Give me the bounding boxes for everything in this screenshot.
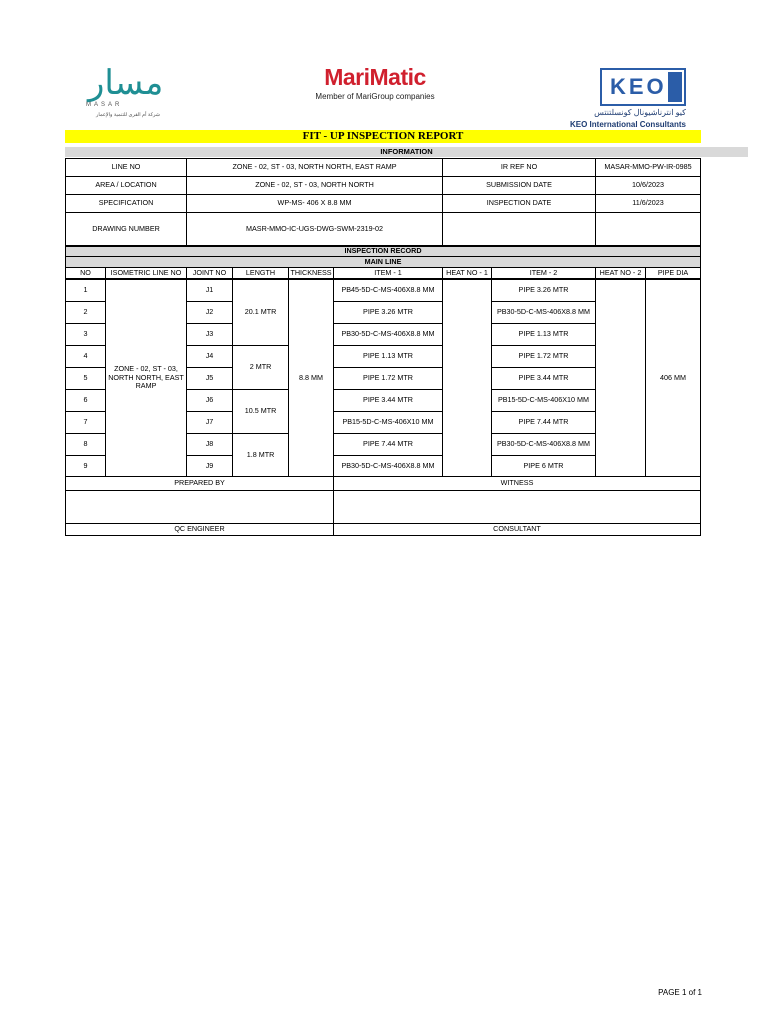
column-header: ITEM - 1	[333, 267, 443, 279]
row-item-2: PIPE 7.44 MTR	[491, 411, 596, 434]
row-item-1: PIPE 3.26 MTR	[333, 301, 443, 324]
isometric-line-cell: ZONE - 02, ST - 03, NORTH NORTH, EAST RAMP	[105, 279, 187, 477]
consultant-label: CONSULTANT	[333, 523, 701, 536]
drawing-number-label: DRAWING NUMBER	[65, 212, 187, 246]
column-header: HEAT NO - 2	[595, 267, 646, 279]
drawing-number-value: MASR-MMO-IC-UGS-DWG-SWM-2319-02	[186, 212, 443, 246]
column-header: THICKNESS	[288, 267, 334, 279]
information-heading: INFORMATION	[65, 147, 748, 157]
keo-logo-box	[600, 68, 686, 106]
thickness-cell: 8.8 MM	[288, 279, 334, 477]
line-no-value: ZONE - 02, ST - 03, NORTH NORTH, EAST RAMP	[186, 158, 443, 177]
heat-no-1-cell	[442, 279, 492, 477]
specification-label: SPECIFICATION	[65, 194, 187, 213]
row-item-2: PB30-5D-C-MS-406X8.8 MM	[491, 433, 596, 456]
area-value: ZONE - 02, ST - 03, NORTH NORTH	[186, 176, 443, 195]
pipe-dia-cell: 406 MM	[645, 279, 701, 477]
inspection-date-label: INSPECTION DATE	[442, 194, 596, 213]
length-cell: 20.1 MTR	[232, 279, 289, 346]
row-no: 1	[65, 279, 106, 302]
row-item-2: PIPE 1.72 MTR	[491, 345, 596, 368]
row-item-1: PIPE 3.44 MTR	[333, 389, 443, 412]
area-label: AREA / LOCATION	[65, 176, 187, 195]
row-no: 6	[65, 389, 106, 412]
report-title: FIT - UP INSPECTION REPORT	[65, 130, 701, 143]
length-cell: 2 MTR	[232, 345, 289, 390]
keo-logo	[542, 68, 690, 130]
row-item-2: PIPE 6 MTR	[491, 455, 596, 477]
row-item-1: PB30-5D-C-MS-406X8.8 MM	[333, 323, 443, 346]
row-item-1: PB30-5D-C-MS-406X8.8 MM	[333, 455, 443, 477]
ir-ref-label: IR REF NO	[442, 158, 596, 177]
row-item-2: PIPE 1.13 MTR	[491, 323, 596, 346]
keo-logo-name: KEO	[610, 74, 667, 99]
submission-date-value: 10/6/2023	[595, 176, 701, 195]
row-no: 4	[65, 345, 106, 368]
inspection-record-heading: INSPECTION RECORD	[65, 246, 701, 257]
main-line-heading: MAIN LINE	[65, 256, 701, 268]
marimatic-logo	[300, 64, 450, 104]
masar-logo	[78, 63, 170, 122]
marimatic-logo-name: MariMatic	[324, 64, 426, 90]
row-no: 3	[65, 323, 106, 346]
row-joint: J4	[186, 345, 233, 368]
row-joint: J3	[186, 323, 233, 346]
row-no: 9	[65, 455, 106, 477]
row-joint: J7	[186, 411, 233, 434]
keo-logo-english: KEO International Consultants	[569, 120, 686, 129]
row-joint: J9	[186, 455, 233, 477]
length-cell: 1.8 MTR	[232, 433, 289, 477]
length-cell: 10.5 MTR	[232, 389, 289, 434]
row-item-1: PIPE 1.13 MTR	[333, 345, 443, 368]
masar-logo-tagline: شركة أم القرى للتنمية والإعمار	[96, 112, 160, 118]
row-item-1: PB15-5D-C-MS-406X10 MM	[333, 411, 443, 434]
masar-logo-glyph: مسار	[88, 63, 164, 103]
column-header: ITEM - 2	[491, 267, 596, 279]
row-item-2: PIPE 3.26 MTR	[491, 279, 596, 302]
ir-ref-value: MASAR-MMO-PW-IR-0985	[595, 158, 701, 177]
masar-logo-word: MASAR	[86, 102, 123, 108]
row-joint: J5	[186, 367, 233, 390]
heat-no-2-cell	[595, 279, 646, 477]
row-item-1: PB45-5D-C-MS-406X8.8 MM	[333, 279, 443, 302]
drawing-blank-1	[442, 212, 596, 246]
row-no: 8	[65, 433, 106, 456]
keo-logo-mark-icon	[668, 72, 682, 102]
row-no: 5	[65, 367, 106, 390]
row-item-2: PB15-5D-C-MS-406X10 MM	[491, 389, 596, 412]
line-no-label: LINE NO	[65, 158, 187, 177]
row-item-2: PB30-5D-C-MS-406X8.8 MM	[491, 301, 596, 324]
row-item-2: PIPE 3.44 MTR	[491, 367, 596, 390]
column-header: JOINT NO	[186, 267, 233, 279]
drawing-blank-2	[595, 212, 701, 246]
column-header: PIPE DIA	[645, 267, 701, 279]
column-header: ISOMETRIC LINE NO	[105, 267, 187, 279]
keo-logo-arabic: كيو انترناشيونال كونسلتنتس	[594, 108, 686, 117]
marimatic-logo-subtitle: Member of MariGroup companies	[315, 92, 435, 101]
prepared-by-signature-area	[65, 490, 334, 524]
column-header: HEAT NO - 1	[442, 267, 492, 279]
inspection-date-value: 11/6/2023	[595, 194, 701, 213]
row-no: 2	[65, 301, 106, 324]
row-no: 7	[65, 411, 106, 434]
specification-value: WP-MS- 406 X 8.8 MM	[186, 194, 443, 213]
row-item-1: PIPE 7.44 MTR	[333, 433, 443, 456]
row-joint: J2	[186, 301, 233, 324]
submission-date-label: SUBMISSION DATE	[442, 176, 596, 195]
page-number: PAGE 1 of 1	[658, 988, 702, 997]
qc-engineer-label: QC ENGINEER	[65, 523, 334, 536]
row-joint: J1	[186, 279, 233, 302]
row-item-1: PIPE 1.72 MTR	[333, 367, 443, 390]
row-joint: J8	[186, 433, 233, 456]
witness-label: WITNESS	[333, 476, 701, 491]
column-header: NO	[65, 267, 106, 279]
row-joint: J6	[186, 389, 233, 412]
prepared-by-label: PREPARED BY	[65, 476, 334, 491]
column-header: LENGTH	[232, 267, 289, 279]
witness-signature-area	[333, 490, 701, 524]
